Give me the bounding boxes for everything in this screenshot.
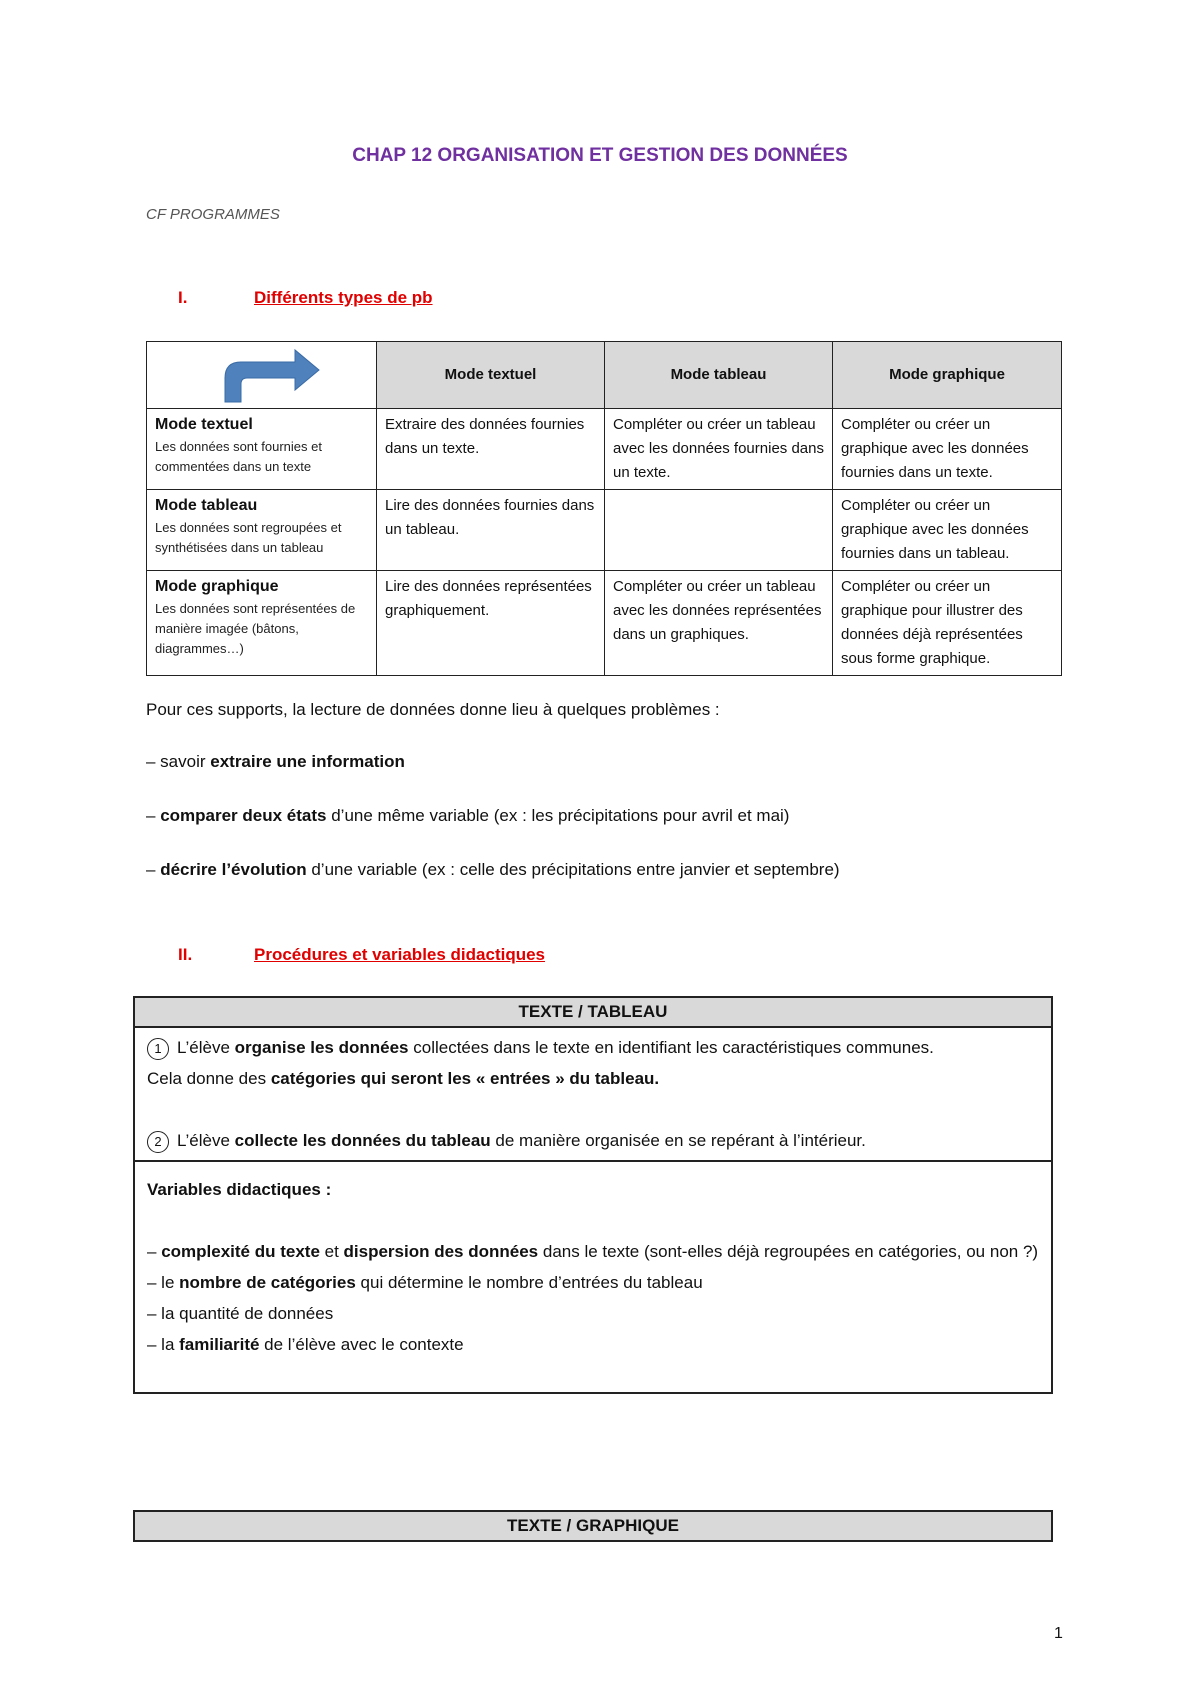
procedures-section — [135, 1028, 1051, 1160]
texte-tableau-box — [133, 996, 1053, 1394]
row-title: Mode tableau — [155, 497, 258, 514]
table-cell: Compléter ou créer un tableau avec les données représentées dans un graphiques. — [605, 571, 833, 676]
table-cell: Compléter ou créer un graphique avec les données fournies dans un tableau. — [833, 490, 1062, 571]
texte-graphique-box — [133, 1510, 1053, 1542]
section-heading-1 — [178, 288, 433, 308]
circled-number: 2 — [147, 1131, 169, 1153]
subtitle: CF PROGRAMMES — [146, 206, 280, 223]
table-cell: Compléter ou créer un graphique pour illustrer des données déjà représentées sous forme graphique. — [833, 571, 1062, 676]
circled-number: 1 — [147, 1038, 169, 1060]
page-title: CHAP 12 ORGANISATION ET GESTION DES DONNÉES — [352, 145, 848, 166]
intro-paragraph: Pour ces supports, la lecture de données donne lieu à quelques problèmes : — [146, 700, 720, 719]
problem-item: – savoir extraire une information — [146, 752, 405, 771]
section-heading-2 — [178, 945, 545, 965]
page-number: 1 — [1054, 1625, 1063, 1642]
step-1: 1 L’élève organise les données collectées dans le texte en identifiant les caractéristiques communes. — [147, 1032, 1039, 1063]
table-cell: Compléter ou créer un graphique avec les données fournies dans un texte. — [833, 409, 1062, 490]
problem-item: – décrire l’évolution d’une variable (ex : celle des précipitations entre janvier et septembre) — [146, 860, 840, 879]
row-description: Les données sont regroupées et synthétisées dans un tableau — [155, 520, 342, 555]
table-corner — [147, 342, 377, 409]
column-header: Mode textuel — [377, 342, 605, 409]
variable-item: – la quantité de données — [147, 1304, 334, 1323]
row-description: Les données sont fournies et commentées dans un texte — [155, 439, 322, 474]
modes-table — [146, 341, 1062, 676]
table-row — [147, 409, 1062, 490]
row-title: Mode graphique — [155, 578, 279, 595]
table-row — [147, 490, 1062, 571]
step-1-note: Cela donne des catégories qui seront les « entrées » du tableau. — [147, 1069, 660, 1088]
section-number: II. — [178, 945, 193, 964]
section-number: I. — [178, 288, 188, 307]
section-title: Différents types de pb — [254, 288, 433, 307]
row-description: Les données sont représentées de manière imagée (bâtons, diagrammes…) — [155, 601, 356, 656]
table-cell: Compléter ou créer un tableau avec les données fournies dans un texte. — [605, 409, 833, 490]
variable-item: – la familiarité de l’élève avec le contexte — [147, 1335, 464, 1354]
table-cell: Lire des données représentées graphiquement. — [377, 571, 605, 676]
curved-arrow-icon — [217, 348, 327, 404]
row-header — [147, 571, 377, 676]
variables-title: Variables didactiques : — [147, 1180, 332, 1199]
table-cell — [605, 490, 833, 571]
problem-item: – comparer deux états d’une même variable (ex : les précipitations pour avril et mai) — [146, 806, 790, 825]
row-header — [147, 409, 377, 490]
variable-item: – le nombre de catégories qui détermine le nombre d’entrées du tableau — [147, 1273, 703, 1292]
step-2: 2 L’élève collecte les données du tableau de manière organisée en se repérant à l’intérieur. — [147, 1125, 1039, 1156]
table-row — [147, 571, 1062, 676]
table-cell: Lire des données fournies dans un tableau. — [377, 490, 605, 571]
column-header: Mode graphique — [833, 342, 1062, 409]
column-header: Mode tableau — [605, 342, 833, 409]
row-header — [147, 490, 377, 571]
section-title: Procédures et variables didactiques — [254, 945, 546, 964]
row-title: Mode textuel — [155, 416, 253, 433]
table-cell: Extraire des données fournies dans un texte. — [377, 409, 605, 490]
box-header: TEXTE / GRAPHIQUE — [135, 1512, 1051, 1540]
box-header: TEXTE / TABLEAU — [135, 998, 1051, 1028]
variables-section — [135, 1160, 1051, 1392]
variable-item: – complexité du texte et dispersion des données dans le texte (sont-elles déjà regroupées en catégories, ou non ?) — [147, 1242, 1039, 1261]
